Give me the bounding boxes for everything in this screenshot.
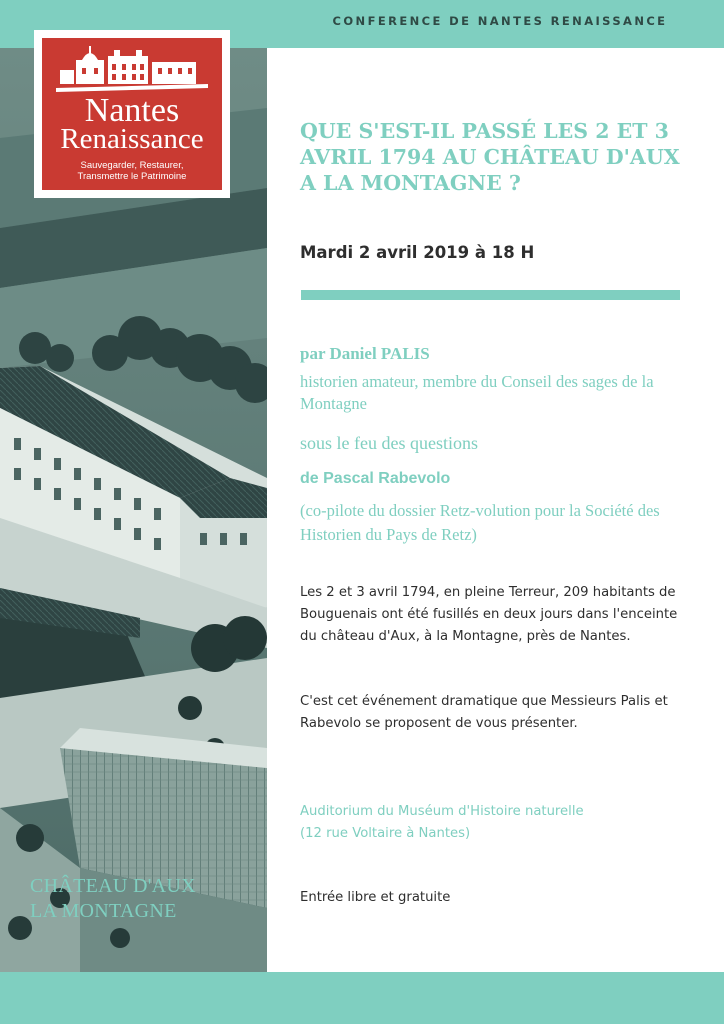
divider-bar	[301, 290, 680, 300]
event-title: QUE S'EST-IL PASSÉ LES 2 ET 3 AVRIL 1794 AU CHÂTEAU D'AUX A LA MONTAGNE ?	[300, 119, 680, 195]
photo-caption-line1: CHÂTEAU D'AUX	[30, 875, 196, 897]
photo-caption-line2: LA MONTAGNE	[30, 900, 177, 922]
speaker-description: historien amateur, membre du Conseil des sages de la Montagne	[300, 372, 654, 413]
header-label: CONFERENCE DE NANTES RENAISSANCE	[332, 14, 668, 28]
entry-note: Entrée libre et gratuite	[300, 890, 451, 905]
logo-name-line2: Renaissance	[60, 123, 204, 155]
venue-info	[300, 801, 690, 845]
nantes-renaissance-logo[interactable]	[34, 30, 230, 198]
chateau-emblem-icon	[52, 42, 212, 96]
logo-name-line1: Nantes	[84, 92, 180, 129]
body-paragraph-1: Les 2 et 3 avril 1794, en pleine Terreur, 209 habitants de Bouguenais ont été fusillés en deux jours dans l'enceinte du château d'Aux, à la Montagne, près de Nantes.	[300, 585, 678, 644]
logo-tagline-line1: Sauvegarder, Restaurer,	[80, 160, 184, 171]
logo-tagline-line2: Transmettre le Patrimoine	[77, 171, 187, 182]
bottom-band	[0, 972, 724, 1024]
interview-intro: sous le feu des questions	[300, 433, 478, 453]
body-paragraph-2: C'est cet événement dramatique que Messieurs Palis et Rabevolo se proposent de vous présenter.	[300, 694, 668, 731]
interviewer-description: (co-pilote du dossier Retz-volution pour la Société des Historien du Pays de Retz)	[300, 501, 660, 544]
venue-line2: (12 rue Voltaire à Nantes)	[300, 826, 471, 841]
photo-caption	[30, 874, 260, 924]
event-date: Mardi 2 avril 2019 à 18 H	[300, 243, 535, 262]
venue-line1: Auditorium du Muséum d'Histoire naturelle	[300, 804, 584, 819]
interviewer-name: de Pascal Rabevolo	[300, 470, 451, 487]
logo-tagline	[42, 160, 222, 182]
logo-panel	[42, 38, 222, 190]
speaker-name: par Daniel PALIS	[300, 344, 430, 363]
